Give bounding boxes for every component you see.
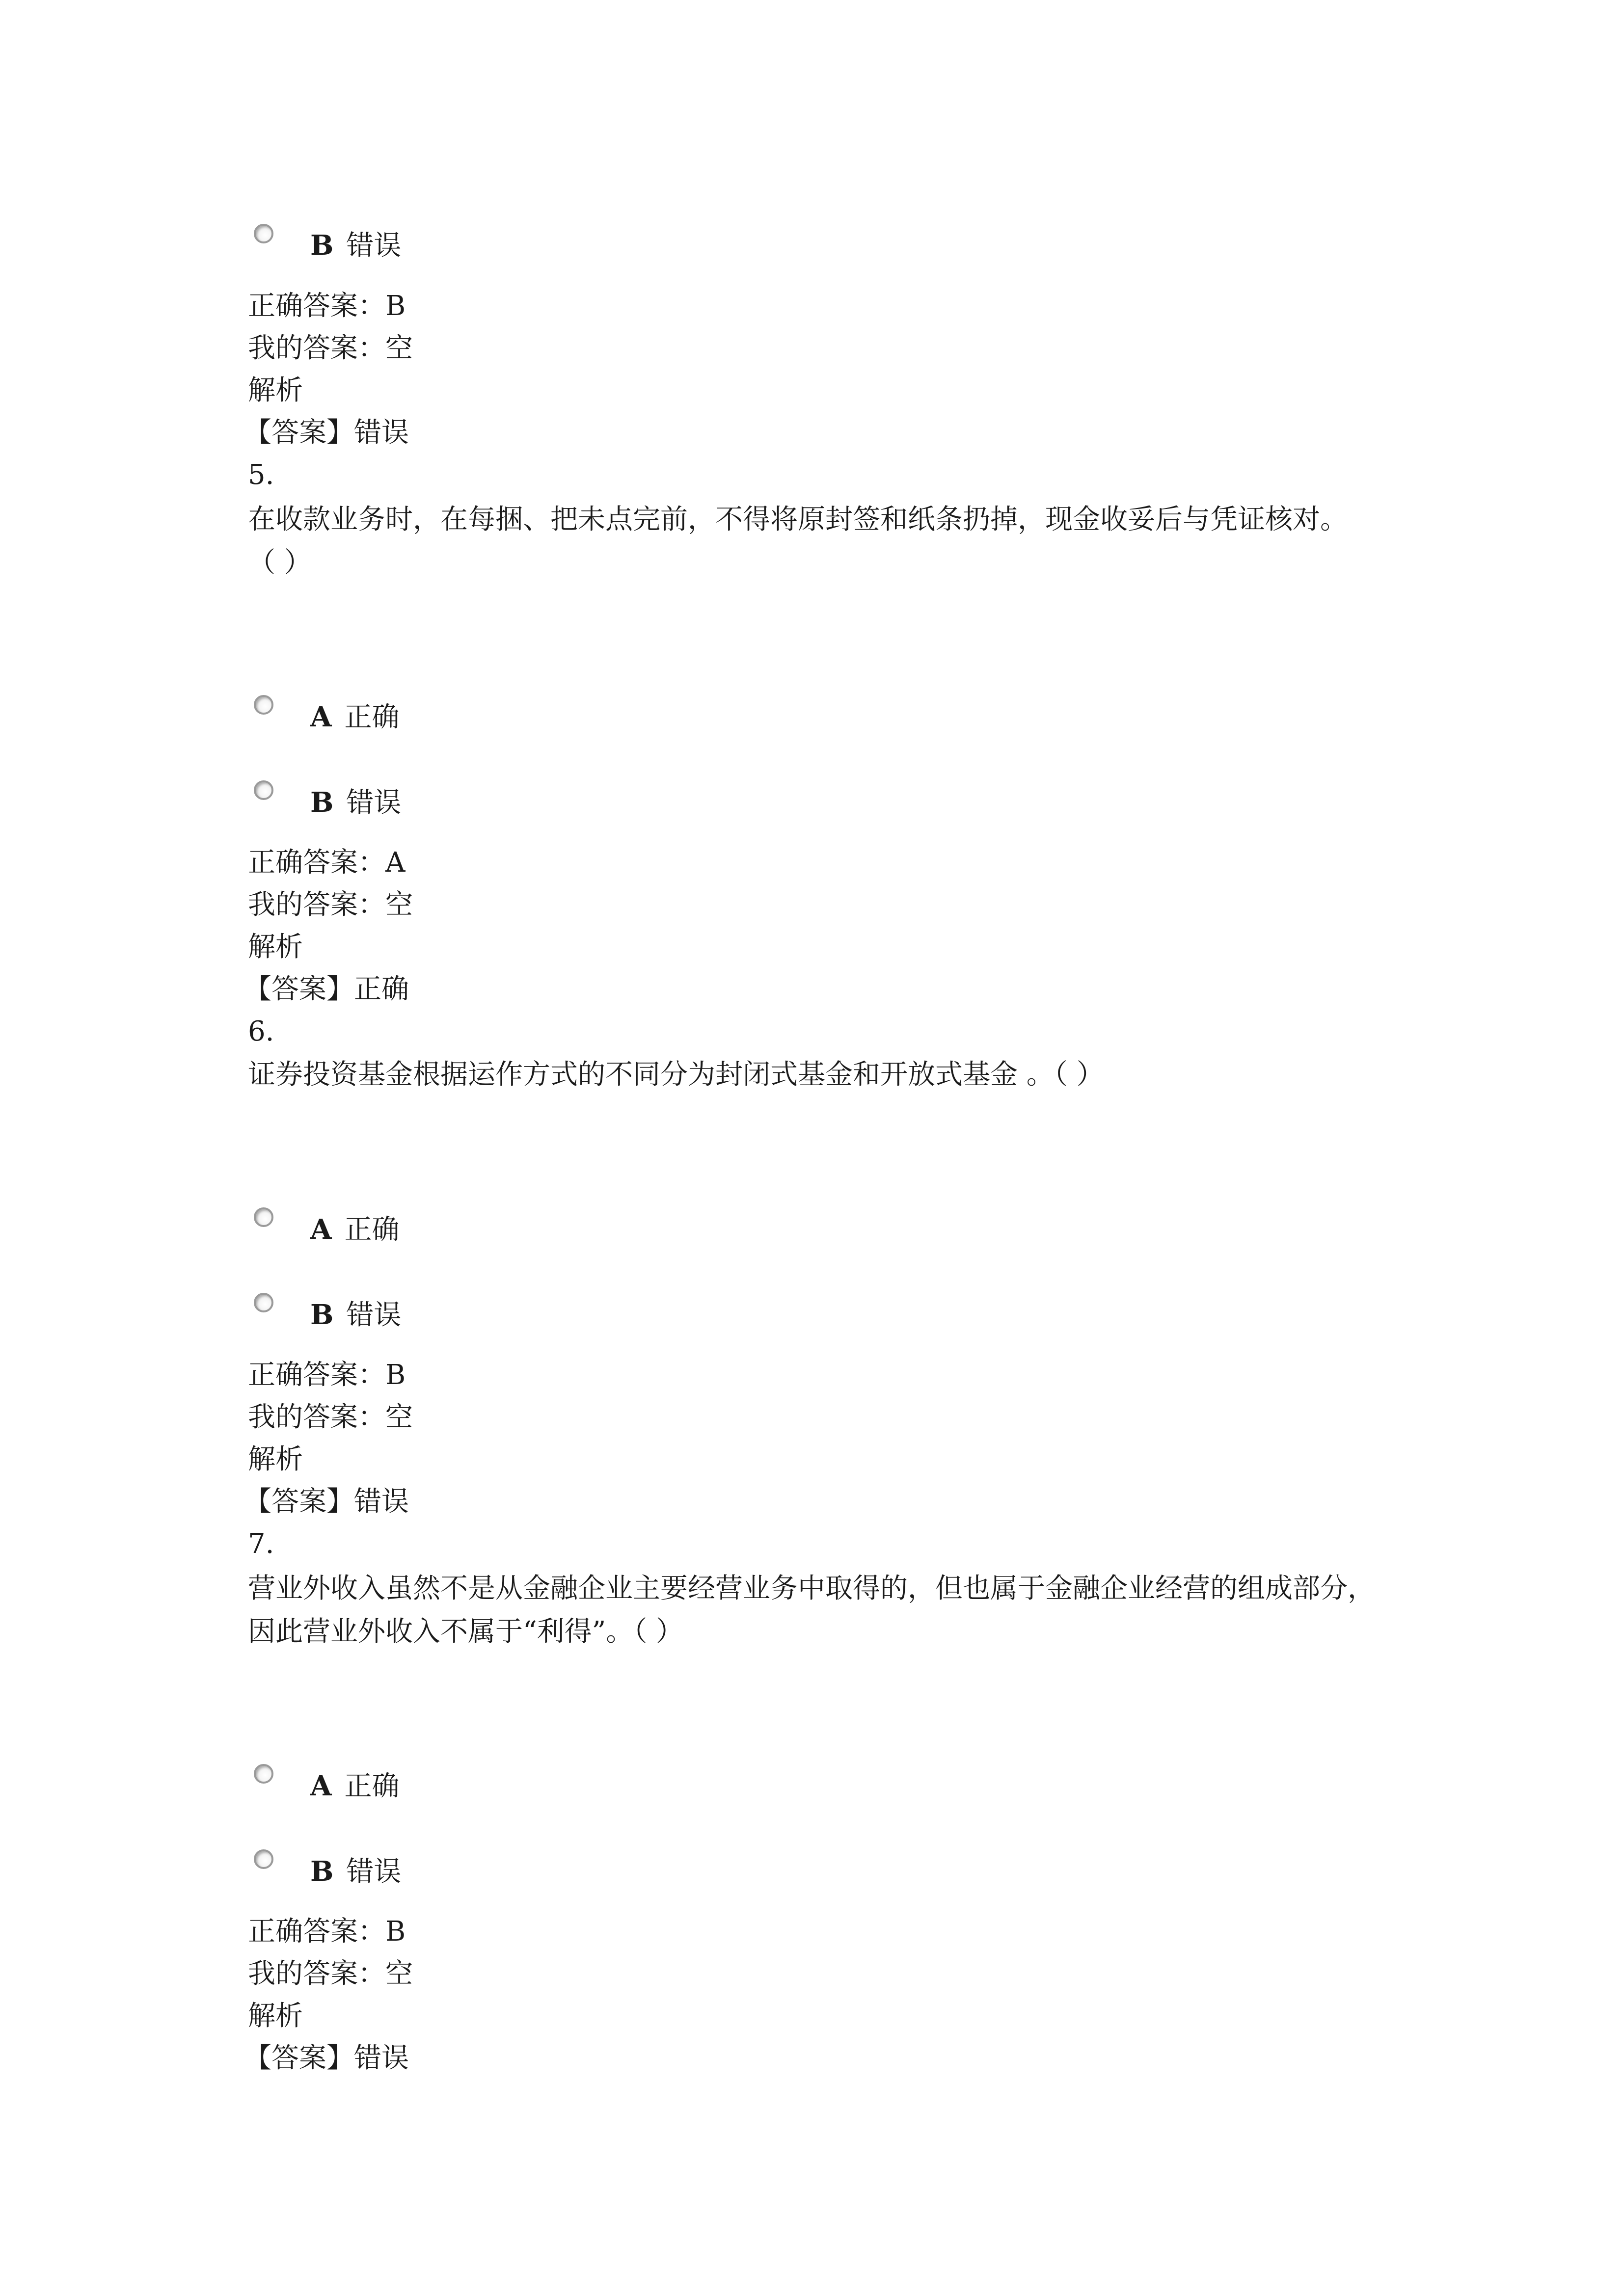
option-text: 错误 [346,1856,402,1888]
correct-answer: 正确答案：A [248,847,406,879]
option-b-radio[interactable] [254,1849,273,1869]
question-number: 7. [248,1528,274,1560]
option-letter: B [310,1855,334,1888]
my-answer: 我的答案：空 [248,889,413,921]
analysis-text: 【答案】正确 [244,973,409,1005]
analysis-label: 解析 [248,374,303,406]
question-number: 6. [248,1015,274,1047]
option-b [310,1298,401,1332]
option-text: 正确 [344,1214,400,1246]
correct-answer: 正确答案：B [248,290,406,322]
option-letter: A [310,701,332,733]
option-b [310,786,401,820]
option-letter: B [310,229,334,262]
question-text: 证券投资基金根据运作方式的不同分为封闭式基金和开放式基金 。（ ） [248,1059,1104,1091]
option-text: 正确 [344,1770,400,1802]
option-a-radio[interactable] [254,1764,273,1784]
option-a-radio[interactable] [254,1207,273,1227]
analysis-label: 解析 [248,931,303,963]
option-b-radio[interactable] [254,224,273,243]
option-letter: A [310,1213,332,1246]
option-a [310,1213,399,1247]
option-letter: B [310,786,334,819]
option-a-radio[interactable] [254,695,273,715]
option-b-radio[interactable] [254,780,273,800]
option-letter: B [310,1299,334,1331]
my-answer: 我的答案：空 [248,332,413,364]
option-b [310,229,401,263]
option-b-radio[interactable] [254,1293,273,1312]
option-a [310,1769,399,1803]
correct-answer: 正确答案：B [248,1359,406,1391]
option-a [310,700,399,734]
analysis-text: 【答案】错误 [244,2042,409,2074]
option-text: 错误 [346,1299,402,1331]
my-answer: 我的答案：空 [248,1401,413,1433]
question-text: 营业外收入虽然不是从金融企业主要经营业务中取得的，但也属于金融企业经营的组成部分， [248,1573,1375,1604]
option-text: 正确 [344,701,400,733]
question-text: 在收款业务时，在每捆、把未点完前，不得将原封签和纸条扔掉，现金收妥后与凭证核对。 [248,504,1348,535]
option-text: 错误 [346,787,402,819]
analysis-label: 解析 [248,2000,303,2032]
correct-answer: 正确答案：B [248,1916,406,1948]
analysis-text: 【答案】错误 [244,1486,409,1518]
option-text: 错误 [346,230,402,262]
question-text-continued: 因此营业外收入不属于“利得”。（ ） [248,1616,684,1648]
option-b [310,1855,401,1889]
my-answer: 我的答案：空 [248,1958,413,1990]
analysis-text: 【答案】错误 [244,417,409,449]
option-letter: A [310,1770,332,1802]
question-number: 5. [248,459,274,491]
question-text-continued: （ ） [248,547,312,579]
analysis-label: 解析 [248,1443,303,1475]
